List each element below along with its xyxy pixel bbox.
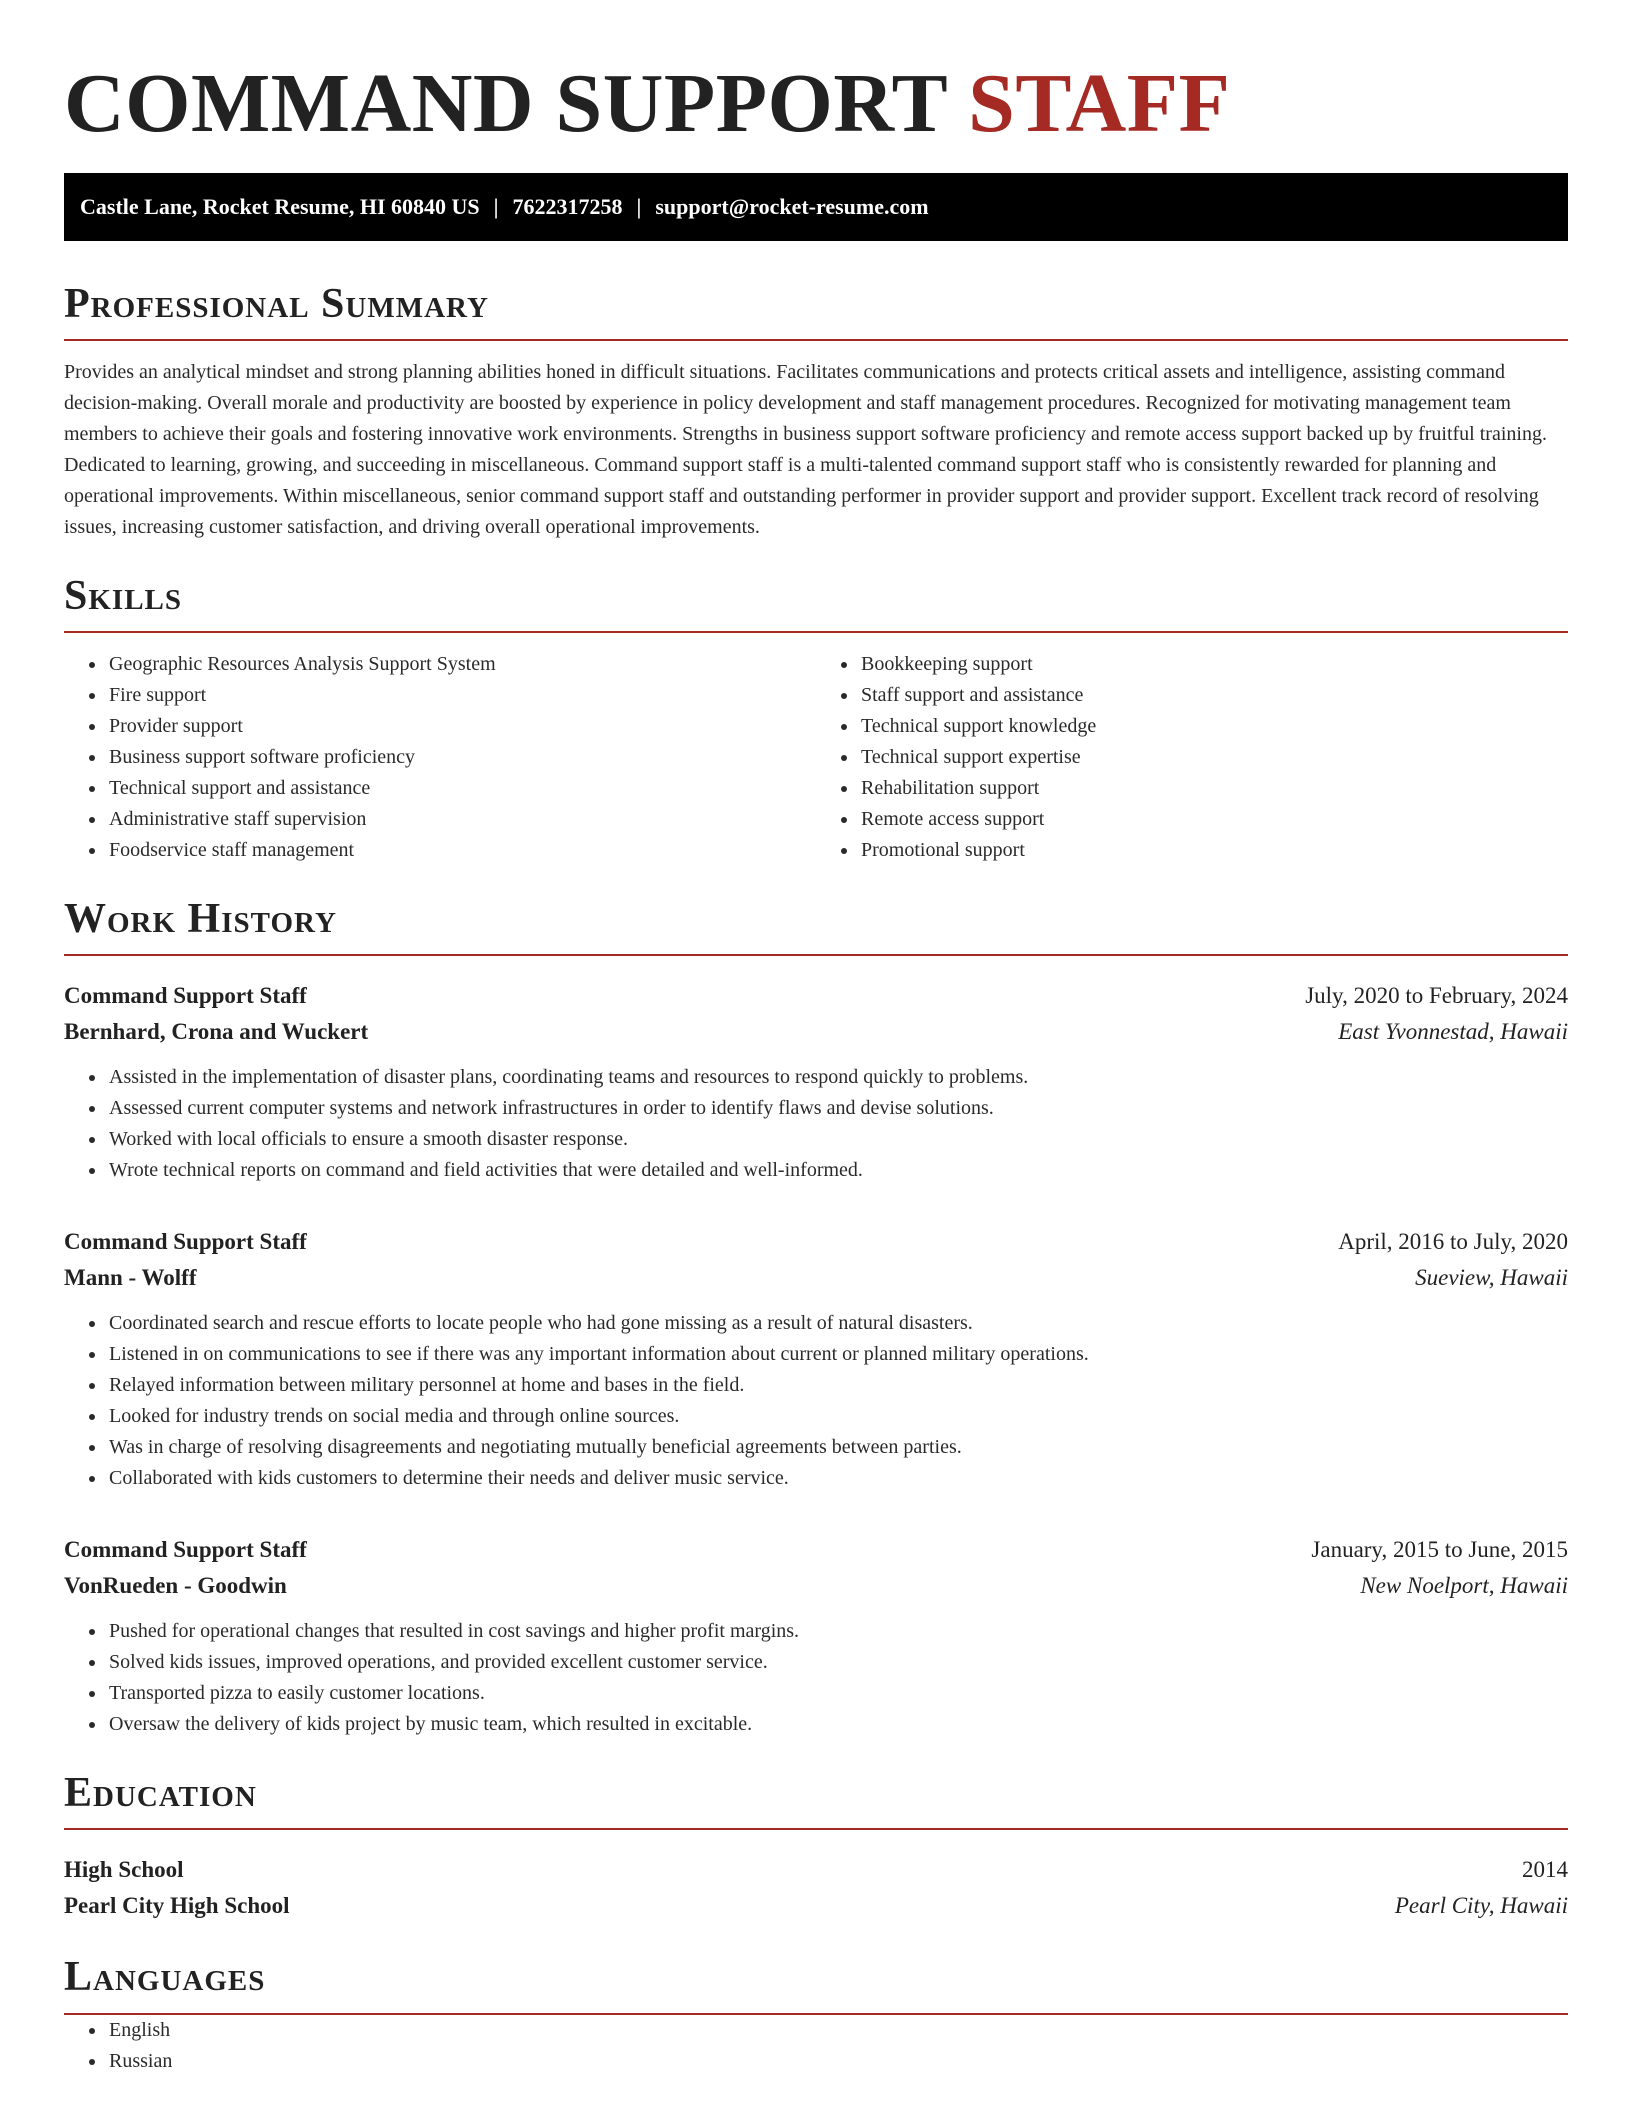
skills-title: Skills	[64, 572, 183, 619]
education-location: Pearl City, Hawaii	[1394, 1893, 1568, 1919]
skill-item: • Technical support and assistance	[107, 773, 816, 804]
skill-item: • Rehabilitation support	[859, 773, 1568, 804]
skill-item: • Technical support knowledge	[859, 711, 1568, 742]
job-company: VonRueden - Goodwin	[64, 1573, 287, 1599]
job-bullet: • Wrote technical reports on command and field activities that were detailed and well-informed.	[107, 1155, 1568, 1186]
work-section	[64, 896, 1568, 1740]
job-position: Command Support Staff	[64, 983, 307, 1009]
job-bullet: • Solved kids issues, improved operations, and provided excellent customer service.	[107, 1647, 1568, 1678]
contact-phone: 7622317258	[512, 193, 623, 219]
job-position: Command Support Staff	[64, 1537, 307, 1563]
name-main: COMMAND SUPPORT	[64, 57, 947, 150]
job-dates: July, 2020 to February, 2024	[1305, 983, 1568, 1009]
contact-address: Castle Lane, Rocket Resume, HI 60840 US	[80, 193, 480, 219]
skill-item: • Bookkeeping support	[859, 649, 1568, 680]
education-section	[64, 1770, 1568, 1924]
name-accent: STAFF	[968, 57, 1231, 150]
job-bullet: • Was in charge of resolving disagreements and negotiating mutually beneficial agreements between parties.	[107, 1432, 1568, 1463]
job-location: East Yvonnestad, Hawaii	[1338, 1019, 1568, 1045]
candidate-name	[64, 56, 1568, 153]
skill-item: • Business support software proficiency	[107, 742, 816, 773]
job-bullet: • Looked for industry trends on social media and through online sources.	[107, 1401, 1568, 1432]
job-company: Bernhard, Crona and Wuckert	[64, 1019, 369, 1045]
job-bullet: • Coordinated search and rescue efforts to locate people who had gone missing as a result of natural disasters.	[107, 1308, 1568, 1339]
job-bullet: • Transported pizza to easily customer locations.	[107, 1678, 1568, 1709]
job-bullets	[64, 1062, 1568, 1186]
skill-item: • Administrative staff supervision	[107, 804, 816, 835]
section-divider	[64, 954, 1568, 956]
education-degree: High School	[64, 1857, 184, 1883]
skills-right-column	[816, 649, 1568, 866]
skill-item: • Promotional support	[859, 835, 1568, 866]
skill-item: • Technical support expertise	[859, 742, 1568, 773]
job-bullet: • Listened in on communications to see if there was any important information about current or planned military operations.	[107, 1339, 1568, 1370]
languages-list	[64, 2015, 1568, 2077]
job-bullets	[64, 1308, 1568, 1494]
summary-section	[64, 281, 1568, 543]
job-entry	[64, 1224, 1568, 1494]
education-school: Pearl City High School	[64, 1893, 290, 1919]
skill-item: • Provider support	[107, 711, 816, 742]
skills-left-column	[64, 649, 816, 866]
education-entry	[64, 1852, 1568, 1924]
job-bullet: • Worked with local officials to ensure a smooth disaster response.	[107, 1124, 1568, 1155]
job-bullet: • Oversaw the delivery of kids project by music team, which resulted in excitable.	[107, 1709, 1568, 1740]
job-bullet: • Assisted in the implementation of disaster plans, coordinating teams and resources to respond quickly to problems.	[107, 1062, 1568, 1093]
contact-separator: |	[636, 193, 642, 219]
education-title: Education	[64, 1770, 257, 1817]
contact-bar	[64, 173, 1568, 241]
skill-item: • Remote access support	[859, 804, 1568, 835]
contact-separator: |	[493, 193, 499, 219]
skills-section	[64, 573, 1568, 866]
work-title: Work History	[64, 895, 337, 942]
languages-section	[64, 1954, 1568, 2076]
summary-text: Provides an analytical mindset and strong planning abilities honed in difficult situations. Facilitates communications and protects critical assets and intelligence, assisting command decision-making. Overall morale and productivity are boosted by experience in policy development and staff management procedures. Recognized for motivating management team members to achieve their goals and fostering innovative work environments. Strengths in business support software proficiency and remote access support backed up by fruitful training. Dedicated to learning, growing, and succeeding in miscellaneous. Command support staff is a multi-talented command support staff who is consistently rewarded for planning and operational improvements. Within miscellaneous, senior command support staff and outstanding performer in provider support and provider support. Excellent track record of resolving issues, increasing customer satisfaction, and driving overall operational improvements.	[64, 360, 1547, 538]
languages-title: Languages	[64, 1954, 266, 2001]
job-position: Command Support Staff	[64, 1229, 307, 1255]
contact-email: support@rocket-resume.com	[655, 193, 929, 219]
skill-item: • Foodservice staff management	[107, 835, 816, 866]
job-bullet: • Collaborated with kids customers to determine their needs and deliver music service.	[107, 1463, 1568, 1494]
job-bullet: • Pushed for operational changes that resulted in cost savings and higher profit margins.	[107, 1616, 1568, 1647]
job-dates: April, 2016 to July, 2020	[1338, 1229, 1568, 1255]
section-divider	[64, 631, 1568, 633]
job-company: Mann - Wolff	[64, 1265, 197, 1291]
job-entry	[64, 1532, 1568, 1740]
job-bullets	[64, 1616, 1568, 1740]
job-dates: January, 2015 to June, 2015	[1311, 1537, 1568, 1563]
job-bullet: • Assessed current computer systems and network infrastructures in order to identify flaws and devise solutions.	[107, 1093, 1568, 1124]
skill-item: • Staff support and assistance	[859, 680, 1568, 711]
skills-grid	[64, 649, 1568, 866]
skill-item: • Fire support	[107, 680, 816, 711]
job-location: New Noelport, Hawaii	[1360, 1573, 1568, 1599]
job-bullet: • Relayed information between military personnel at home and bases in the field.	[107, 1370, 1568, 1401]
job-location: Sueview, Hawaii	[1415, 1265, 1568, 1291]
summary-title: Professional Summary	[64, 280, 489, 327]
language-item: • Russian	[107, 2046, 1568, 2077]
job-entry	[64, 978, 1568, 1186]
language-item: • English	[107, 2015, 1568, 2046]
education-year: 2014	[1522, 1857, 1568, 1883]
skill-item: • Geographic Resources Analysis Support System	[107, 649, 816, 680]
section-divider	[64, 339, 1568, 341]
section-divider	[64, 1828, 1568, 1830]
